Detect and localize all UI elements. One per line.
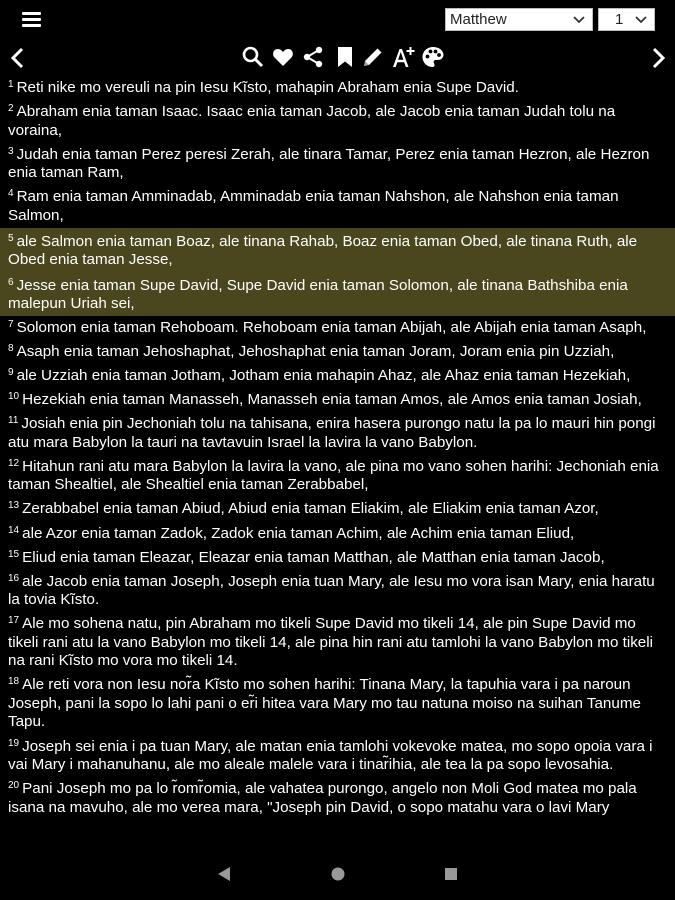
verse-13[interactable]	[0, 497, 675, 519]
search-icon[interactable]	[241, 45, 265, 69]
verse-1[interactable]	[0, 76, 675, 98]
chevron-right-icon[interactable]	[647, 45, 669, 71]
verse-number: 3	[8, 145, 14, 157]
recents-square-icon[interactable]	[443, 866, 459, 882]
verse-14[interactable]	[0, 522, 675, 544]
verse-text: Hezekiah enia taman Manasseh, Manasseh enia taman Amos, ale Amos enia taman Josiah,	[22, 391, 642, 409]
share-icon[interactable]	[301, 45, 325, 69]
verse-number: 9	[8, 367, 14, 379]
verse-number: 16	[8, 572, 20, 584]
verse-number: 8	[8, 342, 14, 354]
verse-12[interactable]	[0, 455, 675, 495]
verse-text: Ram enia taman Amminadab, Amminadab enia taman Nahshon, ale Nahshon enia taman Salmon,	[8, 188, 619, 224]
verse-number: 11	[8, 415, 19, 427]
verse-18[interactable]	[0, 673, 675, 732]
bookmark-icon[interactable]	[333, 45, 357, 69]
home-circle-icon[interactable]	[330, 866, 346, 882]
verse-text: ale Salmon enia taman Boaz, ale tinana Rahab, Boaz enia taman Obed, ale tinana Ruth, ale Obed enia taman Jesse,	[8, 232, 638, 269]
chapter-select[interactable]	[598, 8, 655, 31]
verse-text: ale Jacob enia taman Joseph, Joseph enia tuan Mary, ale Iesu mo vora isan Mary, enia haratu la tovia Kĩsto.	[8, 572, 655, 609]
verse-text: Solomon enia taman Rehoboam. Rehoboam enia taman Abijah, ale Abijah enia taman Asaph,	[16, 318, 647, 336]
verse-text: Josiah enia pin Jechoniah tolu na tahisana, enira hasera purongo natu la pa lo mauri hin pongi atu mara Babylon la tauri na tavtavuin Israel la lavira la vano Babylon.	[8, 415, 656, 451]
verse-number: 5	[8, 232, 14, 244]
back-triangle-icon[interactable]	[216, 866, 232, 882]
verse-6[interactable]	[0, 272, 675, 316]
verse-7[interactable]	[0, 316, 675, 338]
verse-text: Ale reti vora non Iesu nor̃a Kĩsto mo sohen harihi: Tinana Mary, la tapuhia vara i pa naroun Joseph, pani la sopo lo lahi pani o er̃i hitea vara Mary mo tau natuna moiso na suihan Tanume Tapu.	[8, 676, 641, 731]
book-select[interactable]	[445, 8, 593, 31]
verse-15[interactable]	[0, 546, 675, 568]
verse-number: 1	[8, 79, 14, 90]
palette-icon[interactable]	[421, 45, 445, 69]
verse-text: Eliud enia taman Eleazar, Eleazar enia taman Matthan, ale Matthan enia taman Jacob,	[22, 548, 605, 566]
verse-19[interactable]	[0, 735, 675, 775]
verse-text: Joseph sei enia i pa tuan Mary, ale matan enia tamlohi vokevoke matea, mo sopo opoia vara i vai Mary i mahanuhanu, ale mo alealе malele vara i tinar̃ihia, ale tea la pa sopo levosahia.	[8, 737, 653, 773]
verse-number: 18	[8, 676, 20, 688]
chapter-text	[0, 76, 675, 848]
verse-number: 4	[8, 188, 14, 200]
verse-number: 6	[8, 276, 14, 288]
chevron-left-icon[interactable]	[7, 45, 29, 71]
chevron-down-icon	[634, 13, 648, 27]
verse-text: Zerabbabel enia taman Abiud, Abiud enia taman Eliakim, ale Eliakim enia taman Azor,	[22, 500, 599, 518]
verse-2[interactable]	[0, 100, 675, 140]
app-header	[0, 0, 675, 40]
verse-9[interactable]	[0, 364, 675, 386]
verse-5[interactable]	[0, 228, 675, 272]
verse-17[interactable]	[0, 612, 675, 671]
font-size-icon[interactable]	[391, 45, 415, 69]
verse-text: ale Azor enia taman Zadok, Zadok enia taman Achim, ale Achim enia taman Eliud,	[22, 524, 575, 542]
verse-text: ale Uzziah enia taman Jotham, Jotham enia mahapin Ahaz, ale Ahaz enia taman Hezekiah,	[16, 367, 631, 385]
verse-3[interactable]	[0, 143, 675, 183]
pencil-icon[interactable]	[361, 45, 385, 69]
hamburger-menu-icon[interactable]	[22, 11, 42, 27]
chapter-select-value: 1	[615, 11, 624, 28]
verse-text: Judah enia taman Perez peresi Zerah, ale tinara Tamar, Perez enia taman Hezron, ale Hezron enia taman Ram,	[8, 145, 650, 182]
verse-number: 17	[8, 615, 20, 627]
verse-4[interactable]	[0, 185, 675, 225]
verse-number: 19	[8, 737, 20, 749]
heart-icon[interactable]	[271, 45, 295, 69]
system-navigation-bar	[0, 848, 675, 900]
verse-text: Hitahun rani atu mara Babylon la lavira la vano, ale pina mo vano sohen harihi: Jechoniah enia taman Shealtiel, ale Shealtiel enia taman Zerabbabel,	[8, 457, 659, 494]
toolbar	[0, 42, 675, 72]
verse-20[interactable]	[0, 777, 675, 817]
verse-text: Pani Joseph mo pa lo r̃omr̃omia, ale vahatea purongo, angelo non Moli God matea mo pala isana na mavuho, ale mo verea mara, "Joseph pin David, o sopo matahu vara o lavi Mary	[8, 780, 637, 816]
chevron-down-icon	[572, 13, 586, 27]
verse-number: 20	[8, 780, 20, 792]
verse-number: 14	[8, 524, 20, 536]
verse-text: Ale mo sohena natu, pin Abraham mo tikeli Supe David mo tikeli 14, ale pin Supe David mo tikeli rani atu la vano Babylon mo tikeli 14, ale pina hin rani atu tamlohi la vano Babylon mo tikeli na rani Kĩsto mo vora mo tikeli 14.	[8, 615, 653, 670]
verse-text: Reti nike mo vereuli na pin Iesu Kĩsto, mahapin Abraham enia Supe David.	[16, 79, 519, 96]
verse-16[interactable]	[0, 570, 675, 610]
verse-text: Abraham enia taman Isaac. Isaac enia taman Jacob, ale Jacob enia taman Judah tolu na voraina,	[8, 103, 616, 139]
verse-number: 13	[8, 500, 20, 512]
book-select-value: Matthew	[450, 11, 507, 28]
verse-10[interactable]	[0, 388, 675, 410]
verse-text: Jesse enia taman Supe David, Supe David enia taman Solomon, ale tinana Bathshiba enia malepun Uriah sei,	[8, 276, 628, 313]
verse-number: 10	[8, 391, 20, 403]
verse-number: 2	[8, 103, 14, 115]
verse-text: Asaph enia taman Jehoshaphat, Jehoshaphat enia taman Joram, Joram enia pin Uzziah,	[16, 342, 615, 360]
verse-number: 7	[8, 318, 14, 330]
verse-number: 15	[8, 548, 20, 560]
verse-8[interactable]	[0, 340, 675, 362]
verse-11[interactable]	[0, 412, 675, 452]
verse-number: 12	[8, 457, 20, 469]
